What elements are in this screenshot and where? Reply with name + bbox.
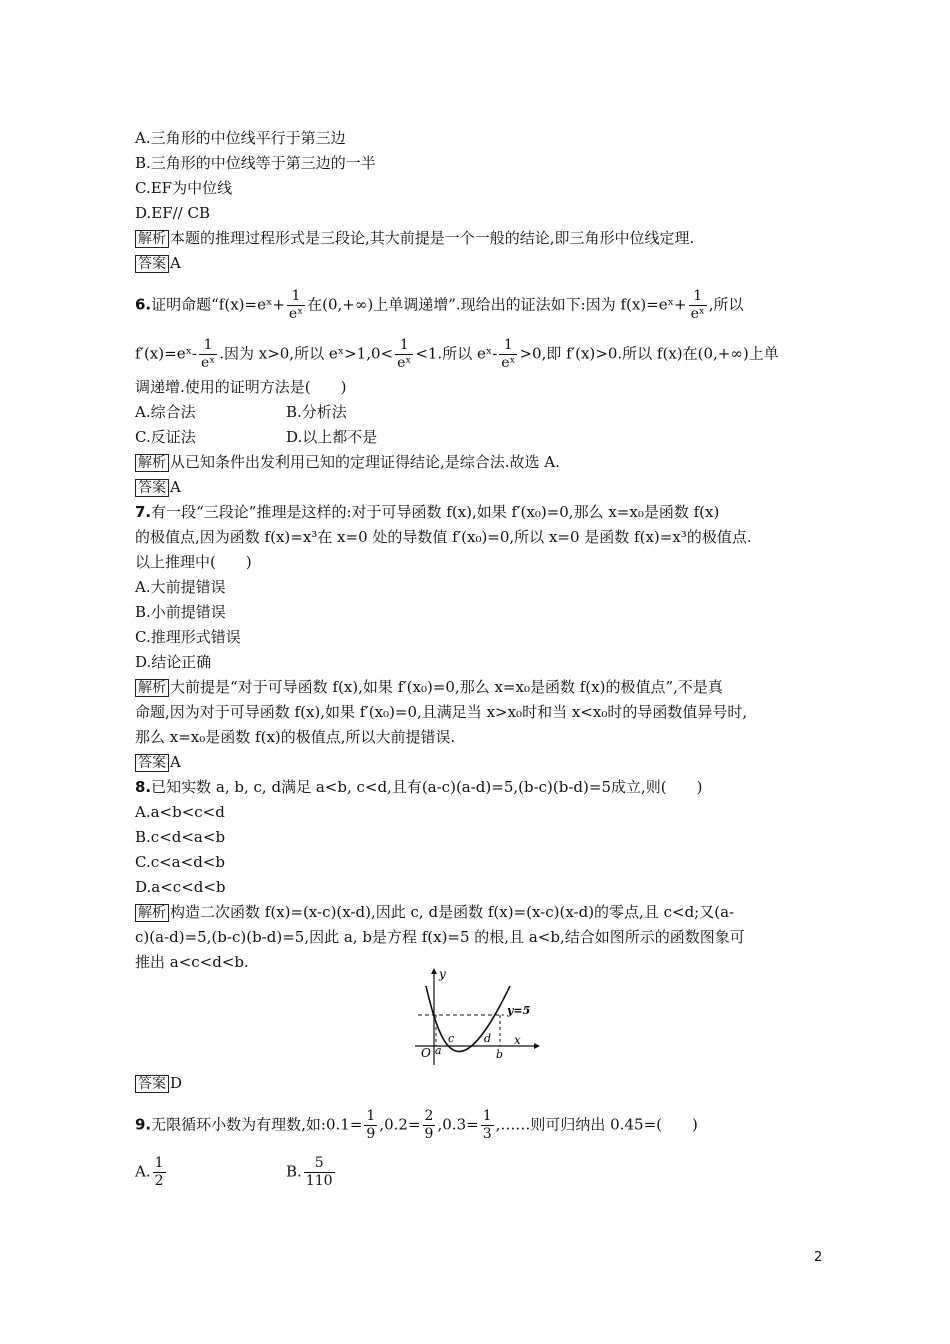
q8-analysis-2: c)(a-d)=5,(b-c)(b-d)=5,因此 a, b是方程 f(x)=5 的根,且 a<b,结合如图所示的函数图象可 [135,928,745,946]
x-label: x [514,1033,521,1047]
question-number: 9. [135,1115,152,1134]
analysis-text: 从已知条件出发利用已知的定理证得结论,是综合法.故选 A. [170,453,560,471]
q5-option-d: D.EF// CB [135,204,210,222]
q8-option-c: C.c<a<d<b [135,853,225,871]
q8-analysis-1: 解析 构造二次函数 f(x)=(x-c)(x-d),因此 c, d是函数 f(x)=(x-c)(x-d)的零点,且 c<d;又(a- [135,902,734,922]
q9-option-a: A. $\frac{1}{2}$ [135,1155,164,1189]
answer-tag: 答案 [135,1075,169,1093]
q8-option-d: D.a<c<d<b [135,878,226,896]
q7-line-2: 的极值点,因为函数 f(x)=x³在 x=0 处的导数值 f′(x₀)=0,所以 x=0 是函数 f(x)=x³的极值点. [135,528,752,546]
q5-option-a: A.三角形的中位线平行于第三边 [135,129,346,147]
q5-option-c: C.EF为中位线 [135,179,233,197]
q7-line-3: 以上推理中( ) [135,553,252,571]
q6-option-c: C.反证法 [135,428,196,446]
q6-option-a: A.综合法 [135,403,196,421]
fraction: $\frac{1}{\text{eˣ}}$ [397,337,412,371]
repeating-digit: 2 [398,1115,408,1134]
label-c: c [448,1032,455,1045]
q6-line-3: 调递增.使用的证明方法是( ) [135,378,347,396]
answer-text: A [170,254,181,272]
page-number: 2 [814,1250,823,1265]
fraction: $\frac{1}{\text{eˣ}}$ [690,288,705,322]
q8-option-a: A.a<b<c<d [135,803,225,821]
repeating-digit: 3 [456,1115,467,1134]
q9-option-b: B. $\frac{5}{110}$ [286,1155,333,1189]
label-b: b [496,1048,504,1061]
line-label: y=5 [507,1004,531,1017]
analysis-tag: 解析 [135,454,169,472]
q7-option-a: A.大前提错误 [135,578,226,596]
answer-tag: 答案 [135,479,169,497]
fraction: $\frac{1}{\text{eˣ}}$ [501,337,516,371]
question-number: 6. [135,295,152,314]
q5-answer [135,253,181,273]
q7-option-c: C.推理形式错误 [135,628,241,646]
fraction: $\frac{5}{110}$ [305,1155,333,1189]
parabola-figure [412,965,542,1070]
q6-option-d: D.以上都不是 [286,428,378,446]
origin-label: O [421,1046,431,1060]
q8-line-1: 8.已知实数 a, b, c, d满足 a<b, c<d,且有(a-c)(a-d)=5,(b-c)(b-d)=5成立,则( ) [135,778,703,796]
analysis-tag: 解析 [135,230,169,248]
q7-answer [135,752,181,772]
q8-analysis-3: 推出 a<c<d<b. [135,953,249,971]
answer-text: D [170,1074,183,1092]
q6-option-b: B.分析法 [286,403,347,421]
fraction: $\frac{1}{\text{eˣ}}$ [201,337,216,371]
q6-line-1: 6.证明命题“f(x)=eˣ+ $\frac{1}{\text{eˣ}}$ 在(0,+∞)上单调递增”.现给出的证法如下:因为 f(x)=eˣ+ $\frac{1}{\text{eˣ}}$ ,所以 [135,288,744,322]
answer-tag: 答案 [135,255,169,273]
q7-analysis-1: 解析 大前提是“对于可导函数 f(x),如果 f′(x₀)=0,那么 x=x₀是函数 f(x)的极值点”,不是真 [135,677,723,697]
parabola-curve [426,986,510,1052]
q8-answer [135,1073,182,1093]
answer-tag: 答案 [135,754,169,772]
y-label: y [439,967,446,981]
answer-text: A [170,478,181,496]
label-d: d [484,1032,492,1045]
q6-line-2: f′(x)=eˣ- $\frac{1}{\text{eˣ}}$ .因为 x>0,所以 eˣ>1,0< $\frac{1}{\text{eˣ}}$ <1.所以 eˣ- $\frac{1}{\text{eˣ}}$ >0,即 f′(x)>0.所以 f(x)在(0,+∞)上单 [135,337,779,371]
question-number: 8. [135,778,152,796]
q5-analysis [135,228,694,248]
fraction: $\frac{1}{2}$ [154,1155,164,1189]
analysis-text: 本题的推理过程形式是三段论,其大前提是一个一般的结论,即三角形中位线定理. [170,229,695,247]
analysis-tag: 解析 [135,679,169,697]
analysis-tag: 解析 [135,904,169,922]
question-number: 7. [135,503,152,521]
q7-analysis-3: 那么 x=x₀是函数 f(x)的极值点,所以大前提错误. [135,728,456,746]
y-axis-arrow [431,968,437,974]
fraction: $\frac{1}{3}$ [482,1108,492,1142]
repeating-digits: 45 [624,1115,644,1134]
q5-option-b: B.三角形的中位线等于第三边的一半 [135,154,376,172]
q9-line-1: 9.无限循环小数为有理数,如:0.1= $\frac{1}{9}$ ,0.2= $\frac{2}{9}$ ,0.3= $\frac{1}{3}$ ,……则可归纳出 0.45=( ) [135,1108,698,1142]
answer-text: A [170,753,181,771]
label-a: a [435,1044,442,1057]
fraction: $\frac{2}{9}$ [424,1108,434,1142]
fraction: $\frac{1}{9}$ [366,1108,376,1142]
q7-analysis-2: 命题,因为对于可导函数 f(x),如果 f′(x₀)=0,且满足当 x>x₀时和当 x<x₀时的导函数值异号时, [135,703,748,721]
fraction: $\frac{1}{\text{eˣ}}$ [288,288,304,322]
q6-analysis [135,452,560,472]
x-axis-arrow [534,1043,540,1049]
repeating-digit: 1 [340,1115,350,1134]
q7-option-d: D.结论正确 [135,653,212,671]
q7-line-1: 7.有一段“三段论”推理是这样的:对于可导函数 f(x),如果 f′(x₀)=0,那么 x=x₀是函数 f(x) [135,503,720,521]
q8-option-b: B.c<d<a<b [135,828,226,846]
q6-answer [135,477,181,497]
q7-option-b: B.小前提错误 [135,603,226,621]
